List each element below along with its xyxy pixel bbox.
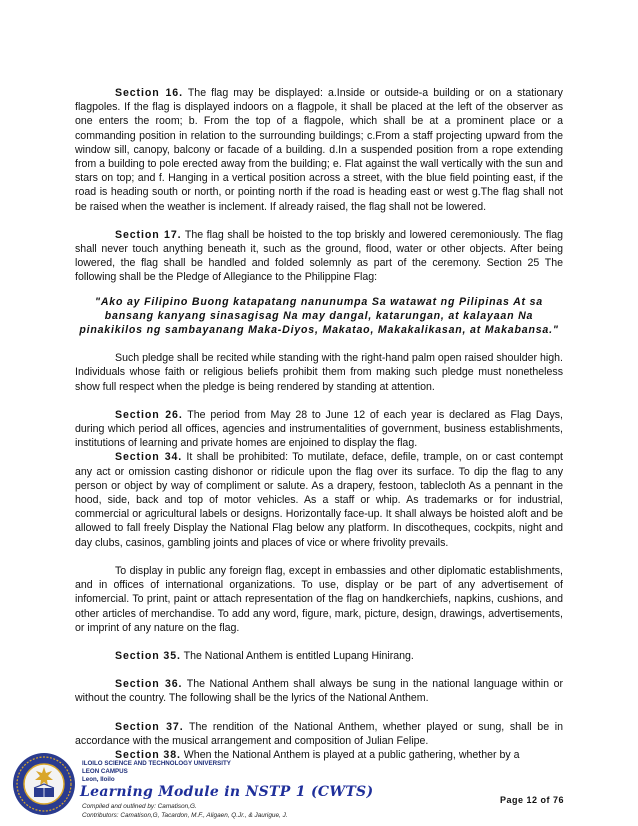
section-35-label: Section 35.	[115, 649, 181, 662]
section-17-text: The flag shall be hoisted to the top briskly and lowered ceremoniously. The flag shall never touch anything beneath it, such as the ground, flood, water or other objects. After being lowered, the flag shall be handled and folded solemnly as part of the ceremony. Section 25 The following shall be the Pledge of Allegiance to the Philippine Flag:	[75, 228, 563, 284]
section-17-label: Section 17.	[115, 228, 182, 241]
school-info	[82, 760, 231, 785]
section-35-text: The National Anthem is entitled Lupang Hinirang.	[183, 649, 414, 662]
section-38-text: When the National Anthem is played at a public gathering, whether by a	[183, 748, 520, 761]
section-34-paragraph	[75, 450, 563, 549]
pledge-of-allegiance: "Ako ay Filipino Buong katapatang nanunumpa Sa watawat ng Pilipinas At sa bansang kanyang sinasagisag Na may dangal, katarungan, at kalayaan Na pinakikilos ng sambayanang Maka-Diyos, Makatao, Makakalikasan, at Makabansa."	[79, 295, 559, 337]
section-37-label: Section 37.	[115, 720, 184, 733]
compiled-by: Compiled and outlined by: Camatison,G.	[82, 803, 197, 810]
section-36-text: The National Anthem shall always be sung in the national language within or without the country. The following shall be the lyrics of the National Anthem.	[75, 678, 563, 705]
section-34-label: Section 34.	[115, 451, 183, 464]
section-26-text: The period from May 28 to June 12 of each year is declared as Flag Days, during which period all offices, agencies and instrumentalities of government, business establishments, institutions of learning and private homes are enjoined to display the flag.	[75, 408, 563, 450]
campus-location: Leon, Iloilo	[82, 776, 115, 784]
school-name: ILOILO SCIENCE AND TECHNOLOGY UNIVERSITY	[82, 760, 231, 767]
section-37-paragraph	[75, 720, 563, 748]
section-16-paragraph	[75, 86, 563, 214]
contributors: Contributors: Camatison,G, Tacardon, M.F., Aligaen, Q.Jr., & Jaurigue, J.	[82, 812, 288, 819]
foreign-flag-paragraph: To display in public any foreign flag, except in embassies and other diplomatic establishments, and in offices of international organizations. To use, display or be part of any advertisement of infomercial. To print, paint or attach representation of the flag on handkerchiefs, napkins, cushions, and other articles of merchandise. To add any word, figure, mark, picture, design, drawings, advertisements, or imprint of any nature on the flag.	[75, 564, 563, 634]
page-footer	[0, 752, 638, 826]
section-37-text: The rendition of the National Anthem, whether played or sung, shall be in accordance with the musical arrangement and composition of Julian Felipe.	[75, 720, 563, 747]
section-17-paragraph	[75, 228, 563, 285]
section-26-paragraph	[75, 408, 563, 451]
section-16-text: The flag may be displayed: a.Inside or outside-a building or on a stationary flagpoles. If the flag is displayed indoors on a flagpole, it shall be placed at the left of the observer as one enters the room; b. From the top of a flagpole, which shall be at a prominent place or a commanding position in relation to the surrounding buildings; c.From a staff projecting upward from the window sill, canopy, balcony or facade of a building. d.In a suspended position from a rope extending from a building to pole erected away from the building; e. Flat against the wall vertically with the sun and stars on top; and f. Hanging in a vertical position across a street, with the blue field pointing east, if the road is heading south or north, or pointing north if the road is heading east or west g.The flag shall not be raised when the weather is inclement. If already raised, the flag shall not be lowered.	[75, 87, 563, 213]
document-body	[75, 86, 563, 762]
section-36-label: Section 36.	[115, 678, 183, 691]
credits	[82, 802, 288, 820]
pledge-paragraph: Such pledge shall be recited while standing with the right-hand palm open raised shoulder high. Individuals whose faith or religious beliefs prohibit them from making such pledge must nonetheless show full respect when the pledge is being rendered by standing at attention.	[75, 352, 563, 393]
university-seal-icon	[12, 752, 76, 816]
module-title: Learning Module in NSTP 1 (CWTS)	[80, 784, 374, 800]
section-16-label: Section 16.	[115, 87, 183, 99]
section-38-label: Section 38.	[115, 748, 181, 761]
section-26-label: Section 26.	[115, 408, 183, 421]
section-36-paragraph	[75, 677, 563, 705]
campus-name: LEON CAMPUS	[82, 768, 128, 776]
page-number: Page 12 of 76	[499, 795, 564, 805]
section-35-paragraph	[75, 649, 563, 663]
section-34-text: It shall be prohibited: To mutilate, deface, defile, trample, on or cast contempt any act or omission casting dishonor or ridicule upon the flag over its surface. To dip the flag to any person or object by way of compliment or salute. As a drapery, festoon, tablecloth As a pennant in the hood, side, back and top of motor vehicles. As a staff or whip. As trademarks or for industrial, commercial or agricultural labels or designs. Horizontally face-up. It shall always be hoisted aloft and be allowed to fall freely Display the National Flag below any platform. In discotheques, cockpits, night and day clubs, casinos, gambling joints and places of vice or where frivolity prevails.	[75, 451, 563, 549]
